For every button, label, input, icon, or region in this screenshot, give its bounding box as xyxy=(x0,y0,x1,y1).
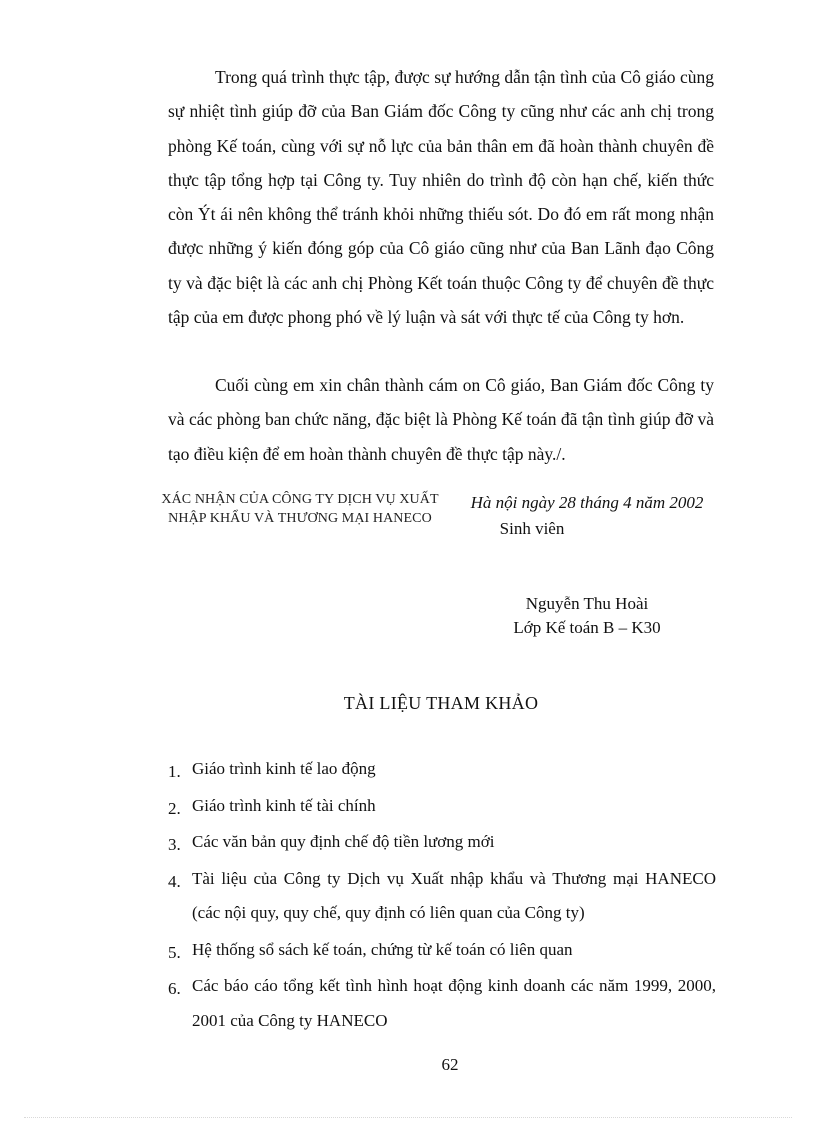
class-name: Lớp Kế toán B – K30 xyxy=(513,618,661,637)
reference-text: Giáo trình kinh tế lao động xyxy=(192,759,376,778)
reference-item xyxy=(160,752,716,787)
reference-item xyxy=(160,862,716,931)
reference-text: Các văn bản quy định chế độ tiền lương mới xyxy=(192,832,495,851)
signer-role: Sinh viên xyxy=(499,519,565,538)
references-list xyxy=(160,752,716,1040)
reference-item xyxy=(160,825,716,860)
reference-text: Tài liệu của Công ty Dịch vụ Xuất nhập khẩu và Thương mại HANECO (các nội quy, quy chế, quy định có liên quan của Công ty) xyxy=(192,868,716,922)
reference-number: 2. xyxy=(168,798,181,818)
reference-text: Hệ thống sổ sách kế toán, chứng từ kế toán có liên quan xyxy=(192,939,573,959)
reference-item xyxy=(160,789,716,824)
company-confirmation: XÁC NHẬN CỦA CÔNG TY DỊCH VỤ XUẤT NHẬP KHẨU VÀ THƯƠNG MẠI HANECO xyxy=(161,492,439,526)
reference-text: Giáo trình kinh tế tài chính xyxy=(192,795,376,815)
body-paragraph-2: Cuối cùng em xin chân thành cám on Cô giáo, Ban Giám đốc Công ty và các phòng ban chức năng, đặc biệt là Phòng Kế toán đã tận tình giúp đỡ và tạo điều kiện để em hoàn thành chuyên đề thực tập này./. xyxy=(168,375,714,464)
reference-number: 6. xyxy=(168,979,181,998)
page-bottom-divider xyxy=(24,1117,792,1118)
reference-item xyxy=(160,933,716,968)
page-number: 62 xyxy=(441,1055,459,1074)
reference-item xyxy=(160,969,716,1038)
references-title: TÀI LIỆU THAM KHẢO xyxy=(343,693,539,713)
body-paragraph-1: Trong quá trình thực tập, được sự hướng dẫn tận tình của Cô giáo cùng sự nhiệt tình giúp đỡ của Ban Giám đốc Công ty cũng như các anh chị trong phòng Kế toán, cùng với sự nỗ lực của bản thân em đã hoàn thành chuyên đề thực tập tổng hợp tại Công ty. Tuy nhiên do trình độ còn hạn chế, kiến thức còn Ýt ái nên không thể tránh khỏi những thiếu sót. Do đó em rất mong nhận được những ý kiến đóng góp của Cô giáo cũng như của Ban Lãnh đạo Công ty và đặc biệt là các anh chị Phòng Kết toán thuộc Công ty để chuyên đề thực tập của em được phong phó về lý luận và sát với thực tế của Công ty hơn. xyxy=(168,67,714,328)
date-line: Hà nội ngày 28 tháng 4 năm 2002 xyxy=(470,493,704,512)
reference-number: 1. xyxy=(168,762,181,781)
reference-number: 4. xyxy=(168,871,181,891)
reference-text: Các báo cáo tổng kết tình hình hoạt động kinh doanh các năm 1999, 2000, 2001 của Công ty HANECO xyxy=(192,976,716,1030)
student-name: Nguyễn Thu Hoài xyxy=(525,594,649,613)
reference-number: 3. xyxy=(168,835,181,854)
reference-number: 5. xyxy=(168,942,181,962)
